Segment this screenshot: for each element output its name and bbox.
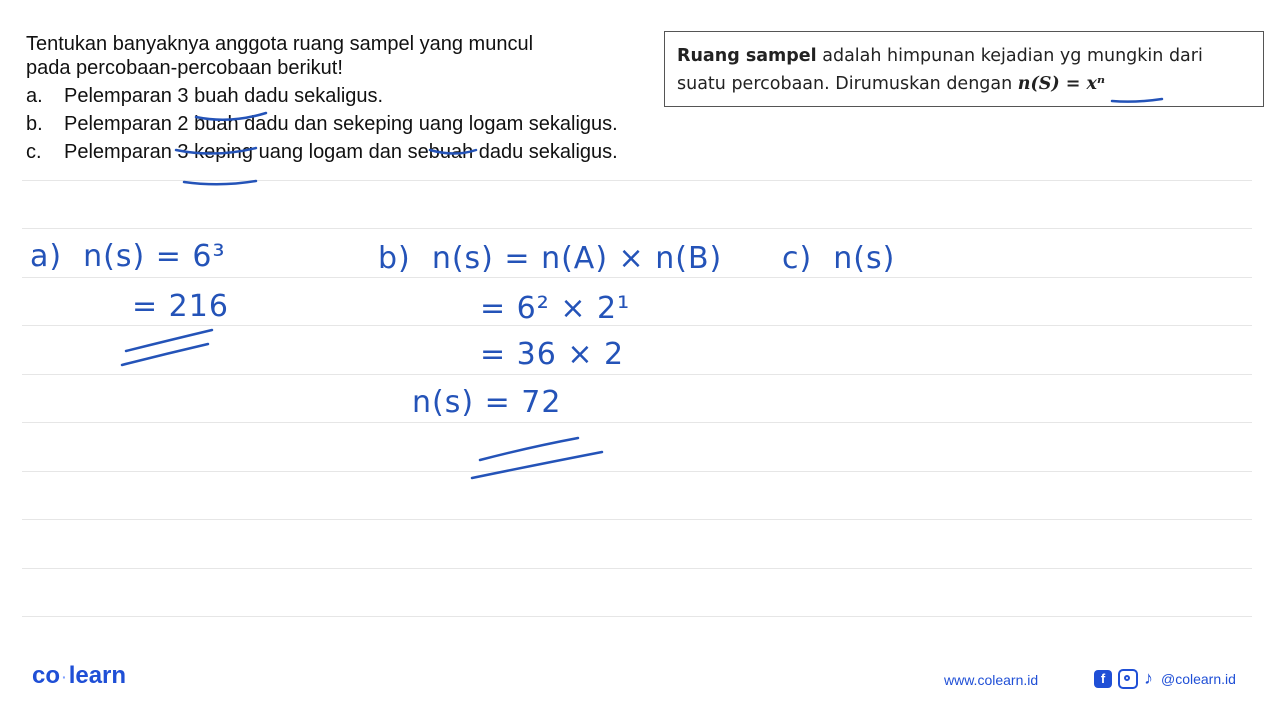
answer-b-double-underline-2 (472, 452, 602, 478)
tiktok-icon[interactable]: ♪ (1144, 668, 1153, 688)
answer-c-line1: c) n(s) (782, 241, 896, 276)
facebook-icon[interactable]: f (1094, 670, 1112, 688)
ruled-line (22, 374, 1252, 375)
answer-a-double-underline-1 (126, 330, 212, 351)
definition-text: adalah himpunan kejadian yg mungkin dari suatu percobaan. Dirumuskan dengan (677, 46, 1203, 94)
ruled-line (22, 616, 1252, 617)
question-intro-line1: Tentukan banyaknya anggota ruang sampel yang muncul (26, 33, 534, 55)
answer-b-line2: = 6² × 2¹ (480, 291, 631, 326)
definition-formula: n(S) = xⁿ (1017, 74, 1105, 94)
ruled-line (22, 180, 1252, 181)
ruled-line (22, 471, 1252, 472)
logo-dot: · (62, 668, 67, 685)
answer-a-double-underline-2 (122, 344, 208, 365)
ruled-line (22, 568, 1252, 569)
ruled-line (22, 422, 1252, 423)
website-link[interactable]: www.colearn.id (944, 672, 1039, 688)
answer-a-line2: = 216 (132, 289, 229, 324)
answer-b-line1: b) n(s) = n(A) × n(B) (378, 241, 723, 276)
question-block (26, 32, 726, 164)
item-text: Pelemparan 3 buah dadu sekaligus. (64, 85, 384, 107)
definition-box (664, 31, 1264, 107)
item-text: Pelemparan 2 buah dadu dan sekeping uang logam sekaligus. (64, 113, 618, 135)
ruled-line (22, 228, 1252, 229)
underline-3-keping (184, 181, 256, 184)
instagram-icon[interactable] (1118, 669, 1138, 689)
ruled-line (22, 519, 1252, 520)
item-marker: a. (26, 85, 43, 107)
question-item-b (26, 112, 726, 136)
answer-b-line3: = 36 × 2 (480, 337, 625, 372)
definition-term: Ruang sampel (677, 46, 817, 66)
question-item-a (26, 84, 726, 108)
answer-b-line4: n(s) = 72 (412, 385, 562, 420)
item-marker: b. (26, 113, 43, 135)
logo-right: learn (68, 662, 127, 689)
question-intro-line2: pada percobaan-percobaan berikut! (26, 57, 343, 79)
ruled-line (22, 325, 1252, 326)
question-item-c (26, 140, 726, 164)
social-handle[interactable]: @colearn.id (1161, 670, 1236, 687)
ruled-line (22, 277, 1252, 278)
answer-a-line1: a) n(s) = 6³ (30, 239, 226, 274)
item-marker: c. (26, 141, 42, 163)
social-links (1094, 668, 1236, 689)
logo-left: co (32, 662, 61, 689)
answer-b-double-underline-1 (480, 438, 578, 460)
question-intro (26, 32, 726, 80)
item-text: Pelemparan 3 keping uang logam dan sebuah dadu sekaligus. (64, 141, 618, 163)
colearn-logo (32, 662, 126, 690)
